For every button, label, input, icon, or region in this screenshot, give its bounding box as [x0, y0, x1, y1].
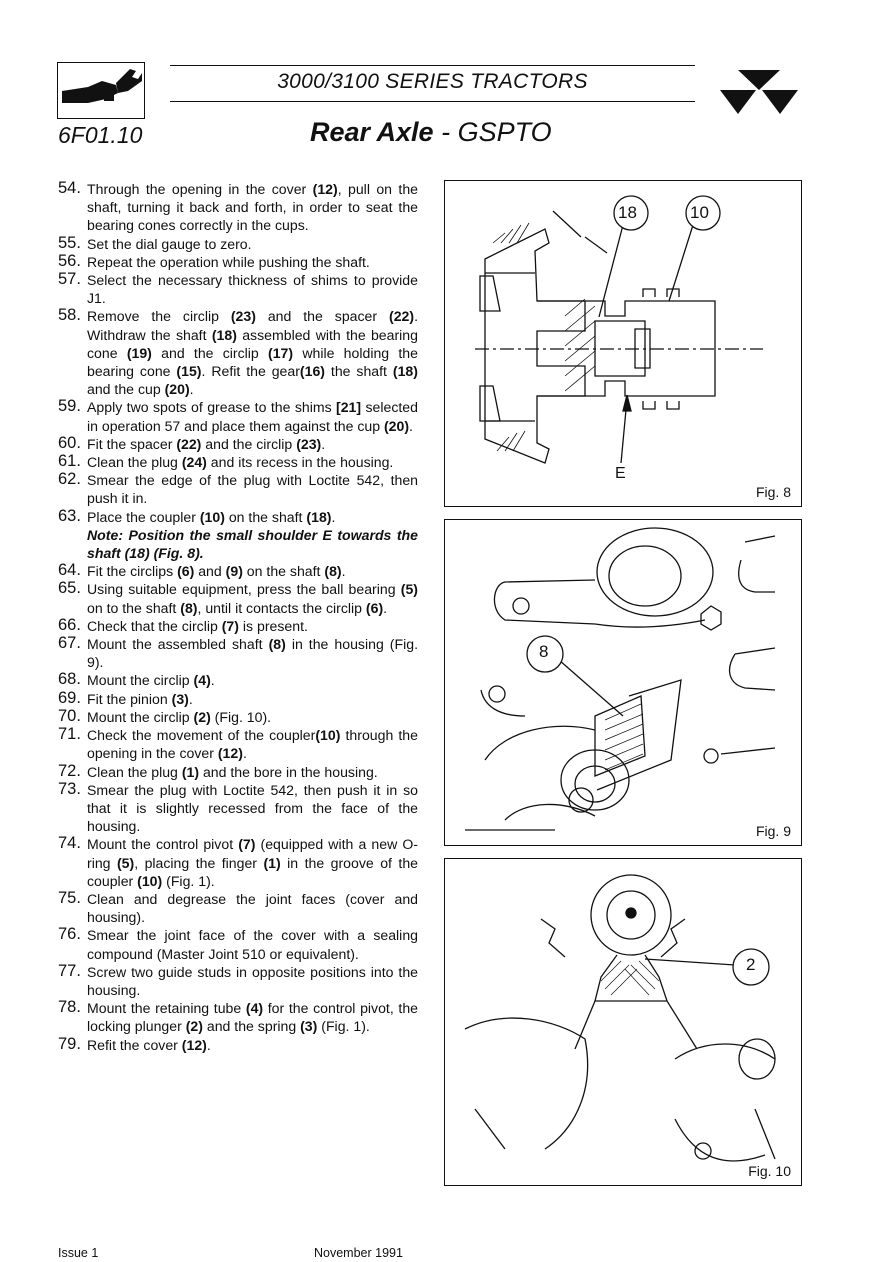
step-number: 73.	[58, 779, 81, 798]
step-number: 63.	[58, 506, 81, 525]
step-number: 79.	[58, 1034, 81, 1053]
part-reference: (7)	[238, 836, 256, 853]
part-reference: [21]	[336, 399, 362, 416]
brand-triangles-icon	[718, 68, 800, 116]
step-text: .	[206, 1036, 211, 1053]
part-reference: (2)	[193, 708, 211, 725]
step-text: Check that the circlip	[87, 617, 222, 634]
part-reference: (8)	[268, 636, 286, 653]
step-text: on the shaft	[242, 563, 325, 580]
step-text: (equipped with a new O-ring	[87, 836, 418, 871]
part-reference: (8)	[180, 599, 198, 616]
step-68	[58, 671, 418, 689]
part-reference: (3)	[171, 690, 189, 707]
part-reference: (12)	[181, 1036, 207, 1053]
step-text: Select the necessary thickness of shims to provide J1.	[87, 272, 418, 307]
step-text: Fit the spacer	[87, 435, 177, 452]
figure-9-label: Fig. 9	[755, 823, 791, 839]
step-text: Smear the joint face of the cover with a sealing compound (Master Joint 510 or equivalent).	[87, 927, 418, 962]
step-number: 71.	[58, 725, 81, 744]
step-text: (Fig. 1).	[162, 872, 215, 889]
part-reference: (3)	[300, 1018, 318, 1035]
step-text: and the spacer	[255, 308, 389, 325]
step-text: selected in operation 57 and place them against the cup	[87, 399, 418, 434]
step-56	[58, 253, 418, 271]
step-text: Using suitable equipment, press the ball bearing	[87, 581, 401, 598]
step-number: 76.	[58, 925, 81, 944]
part-reference: (15)	[176, 363, 202, 380]
step-number: 54.	[58, 179, 81, 197]
part-reference: (8)	[324, 563, 342, 580]
step-74	[58, 835, 418, 890]
part-reference: (22)	[389, 308, 415, 325]
step-60	[58, 435, 418, 453]
step-54	[58, 180, 418, 235]
step-number: 64.	[58, 561, 81, 580]
part-reference: (16)	[299, 363, 325, 380]
step-78	[58, 999, 418, 1035]
step-text: Place the coupler	[87, 508, 200, 525]
step-number: 57.	[58, 270, 81, 289]
step-text: in the groove of the coupler	[87, 854, 418, 889]
step-text: Clean the plug	[87, 454, 182, 471]
part-reference: (5)	[116, 854, 135, 871]
figure-8	[444, 180, 802, 507]
step-70	[58, 708, 418, 726]
step-text: Fit the circlips	[87, 563, 178, 580]
issue-number: Issue 1	[58, 1246, 99, 1260]
step-text: and the bore in the housing.	[199, 763, 378, 780]
step-number: 58.	[58, 306, 81, 325]
step-65	[58, 580, 418, 616]
part-reference: (24)	[181, 454, 207, 471]
step-text: Smear the plug with Loctite 542, then push it in so that it is slightly recessed from the face of the housing.	[87, 781, 418, 835]
step-text: while holding the bearing cone	[87, 344, 418, 380]
step-number: 61.	[58, 452, 81, 471]
step-text: Clean and degrease the joint faces (cover and housing).	[87, 890, 418, 926]
step-text: (Fig. 1).	[317, 1018, 370, 1035]
step-62	[58, 471, 418, 507]
step-text: Fit the pinion	[87, 690, 172, 707]
step-text: and its recess in the housing.	[206, 454, 394, 471]
part-reference: (6)	[365, 599, 384, 616]
part-reference: (18)	[306, 508, 332, 525]
step-text: .	[331, 508, 336, 525]
page-code: 6F01.10	[58, 122, 143, 148]
step-text: .	[341, 563, 346, 580]
step-75	[58, 890, 418, 926]
step-text: .	[321, 435, 326, 452]
step-text: .	[189, 381, 194, 398]
step-text: and the circlip	[151, 344, 268, 361]
part-reference: (23)	[230, 308, 256, 325]
figure-10-label: Fig. 10	[748, 1163, 791, 1179]
step-number: 77.	[58, 961, 81, 980]
procedure-steps	[58, 180, 418, 1054]
header-rule-top	[170, 65, 695, 66]
part-reference: (12)	[217, 745, 243, 762]
step-text: Mount the retaining tube	[87, 1000, 246, 1017]
step-text: (Fig. 10).	[210, 708, 272, 725]
step-text: Smear the edge of the plug with Loctite 542, then push it in.	[87, 472, 418, 507]
step-57	[58, 271, 418, 307]
step-text: Through the opening in the cover	[87, 181, 313, 197]
step-text: Check the movement of the coupler	[87, 727, 316, 744]
step-text: Apply two spots of grease to the shims	[87, 399, 337, 416]
step-text: .	[242, 745, 247, 762]
step-64	[58, 562, 418, 580]
step-number: 66.	[58, 615, 81, 634]
header-rule-bottom	[170, 101, 695, 102]
step-text: Repeat the operation while pushing the shaft.	[87, 253, 370, 270]
step-text: on the shaft	[224, 508, 307, 525]
step-text: , pull on the shaft, turning it back and forth, in order to seat the bearing cones correctly in the cups.	[87, 181, 418, 234]
figure-10	[444, 858, 802, 1186]
part-reference: (18)	[211, 326, 237, 343]
step-number: 60.	[58, 433, 81, 452]
step-55	[58, 235, 418, 253]
step-text: the shaft	[325, 363, 393, 380]
step-58	[58, 307, 418, 398]
part-reference: (10)	[199, 508, 225, 525]
step-text: and	[194, 563, 226, 580]
step-69	[58, 690, 418, 708]
step-number: 68.	[58, 670, 81, 689]
part-reference: (22)	[176, 435, 202, 452]
part-reference: (1)	[263, 854, 281, 871]
issue-date: November 1991	[314, 1246, 403, 1260]
step-text: , until it contacts the circlip	[197, 599, 366, 616]
section-title-sub: - GSPTO	[433, 117, 552, 147]
step-text: for the control pivot, the locking plunger	[87, 1000, 418, 1035]
part-reference: (4)	[245, 1000, 264, 1017]
figure-9	[444, 519, 802, 846]
figure-8-label: Fig. 8	[755, 484, 791, 500]
part-reference: (9)	[225, 563, 243, 580]
triple-triangle-logo	[718, 68, 800, 116]
step-text: Mount the assembled shaft	[87, 636, 269, 653]
step-number: 69.	[58, 688, 81, 707]
series-title: 3000/3100 SERIES TRACTORS	[277, 70, 588, 93]
step-text: Remove the circlip	[87, 308, 231, 325]
step-71	[58, 726, 418, 762]
step-61	[58, 453, 418, 471]
part-reference: (20)	[383, 417, 410, 434]
part-reference: (1)	[181, 763, 200, 780]
step-text: , placing the finger	[134, 854, 264, 871]
step-number: 74.	[58, 834, 81, 853]
step-number: 72.	[58, 761, 81, 780]
step-text: assembled with the bearing cone	[87, 326, 418, 361]
step-text: .	[210, 672, 215, 689]
step-text: .	[188, 690, 193, 707]
part-reference: (20)	[164, 381, 190, 398]
step-number: 55.	[58, 233, 81, 252]
step-text: through the opening in the cover	[87, 727, 418, 762]
callout-18: 18	[618, 203, 637, 222]
step-59	[58, 398, 418, 434]
step-number: 67.	[58, 634, 81, 653]
step-text: and the circlip	[201, 435, 297, 452]
part-reference: (12)	[312, 181, 338, 197]
step-text: .	[409, 417, 413, 434]
callout-10: 10	[690, 203, 709, 222]
callout-8: 8	[539, 642, 549, 661]
step-number: 78.	[58, 998, 81, 1017]
step-note: Note: Position the small shoulder E towards the shaft (18) (Fig. 8).	[87, 526, 418, 562]
step-72	[58, 763, 418, 781]
step-67	[58, 635, 418, 671]
step-number: 56.	[58, 251, 81, 270]
step-text: Mount the circlip	[87, 672, 194, 689]
step-63	[58, 508, 418, 563]
section-title	[310, 117, 552, 148]
step-text: Mount the circlip	[87, 708, 194, 725]
part-reference: (18)	[392, 363, 418, 380]
step-text: in the housing (Fig. 9).	[87, 636, 418, 671]
step-number: 65.	[58, 579, 81, 598]
part-reference: (6)	[177, 563, 195, 580]
step-73	[58, 781, 418, 836]
part-reference: (7)	[221, 617, 239, 634]
step-number: 70.	[58, 706, 81, 725]
part-reference: (4)	[193, 672, 211, 689]
part-reference: (10)	[315, 727, 341, 744]
step-text: is present.	[238, 617, 308, 634]
step-79	[58, 1036, 418, 1054]
hand-wrench-icon	[58, 63, 144, 118]
step-77	[58, 963, 418, 999]
callout-2: 2	[746, 955, 756, 974]
step-text: on to the shaft	[87, 599, 181, 616]
step-text: . Refit the gear	[201, 363, 300, 380]
step-number: 62.	[58, 470, 81, 489]
shaft-installation-drawing	[445, 520, 801, 845]
part-reference: (2)	[185, 1018, 203, 1035]
step-text: and the spring	[202, 1018, 301, 1035]
service-wrench-logo	[57, 62, 145, 119]
step-76	[58, 926, 418, 962]
circlip-pliers-drawing	[445, 859, 801, 1185]
step-text: Set the dial gauge to zero.	[87, 235, 252, 252]
step-text: Screw two guide studs in opposite positions into the housing.	[87, 963, 418, 998]
step-text: . Withdraw the shaft	[87, 308, 418, 343]
part-reference: (5)	[400, 581, 418, 598]
marker-e: E	[615, 465, 626, 482]
shaft-coupler-section-drawing	[445, 181, 801, 506]
step-text: .	[383, 599, 388, 616]
part-reference: (17)	[268, 344, 294, 361]
step-number: 75.	[58, 888, 81, 907]
part-reference: (10)	[137, 872, 163, 889]
step-text: and the cup	[87, 381, 165, 398]
part-reference: (19)	[126, 344, 152, 361]
section-title-main: Rear Axle	[310, 117, 434, 147]
step-number: 59.	[58, 397, 81, 416]
step-text: Clean the plug	[87, 763, 182, 780]
step-text: Mount the control pivot	[87, 836, 239, 853]
step-66	[58, 617, 418, 635]
part-reference: (23)	[296, 435, 322, 452]
step-text: Refit the cover	[87, 1036, 182, 1053]
